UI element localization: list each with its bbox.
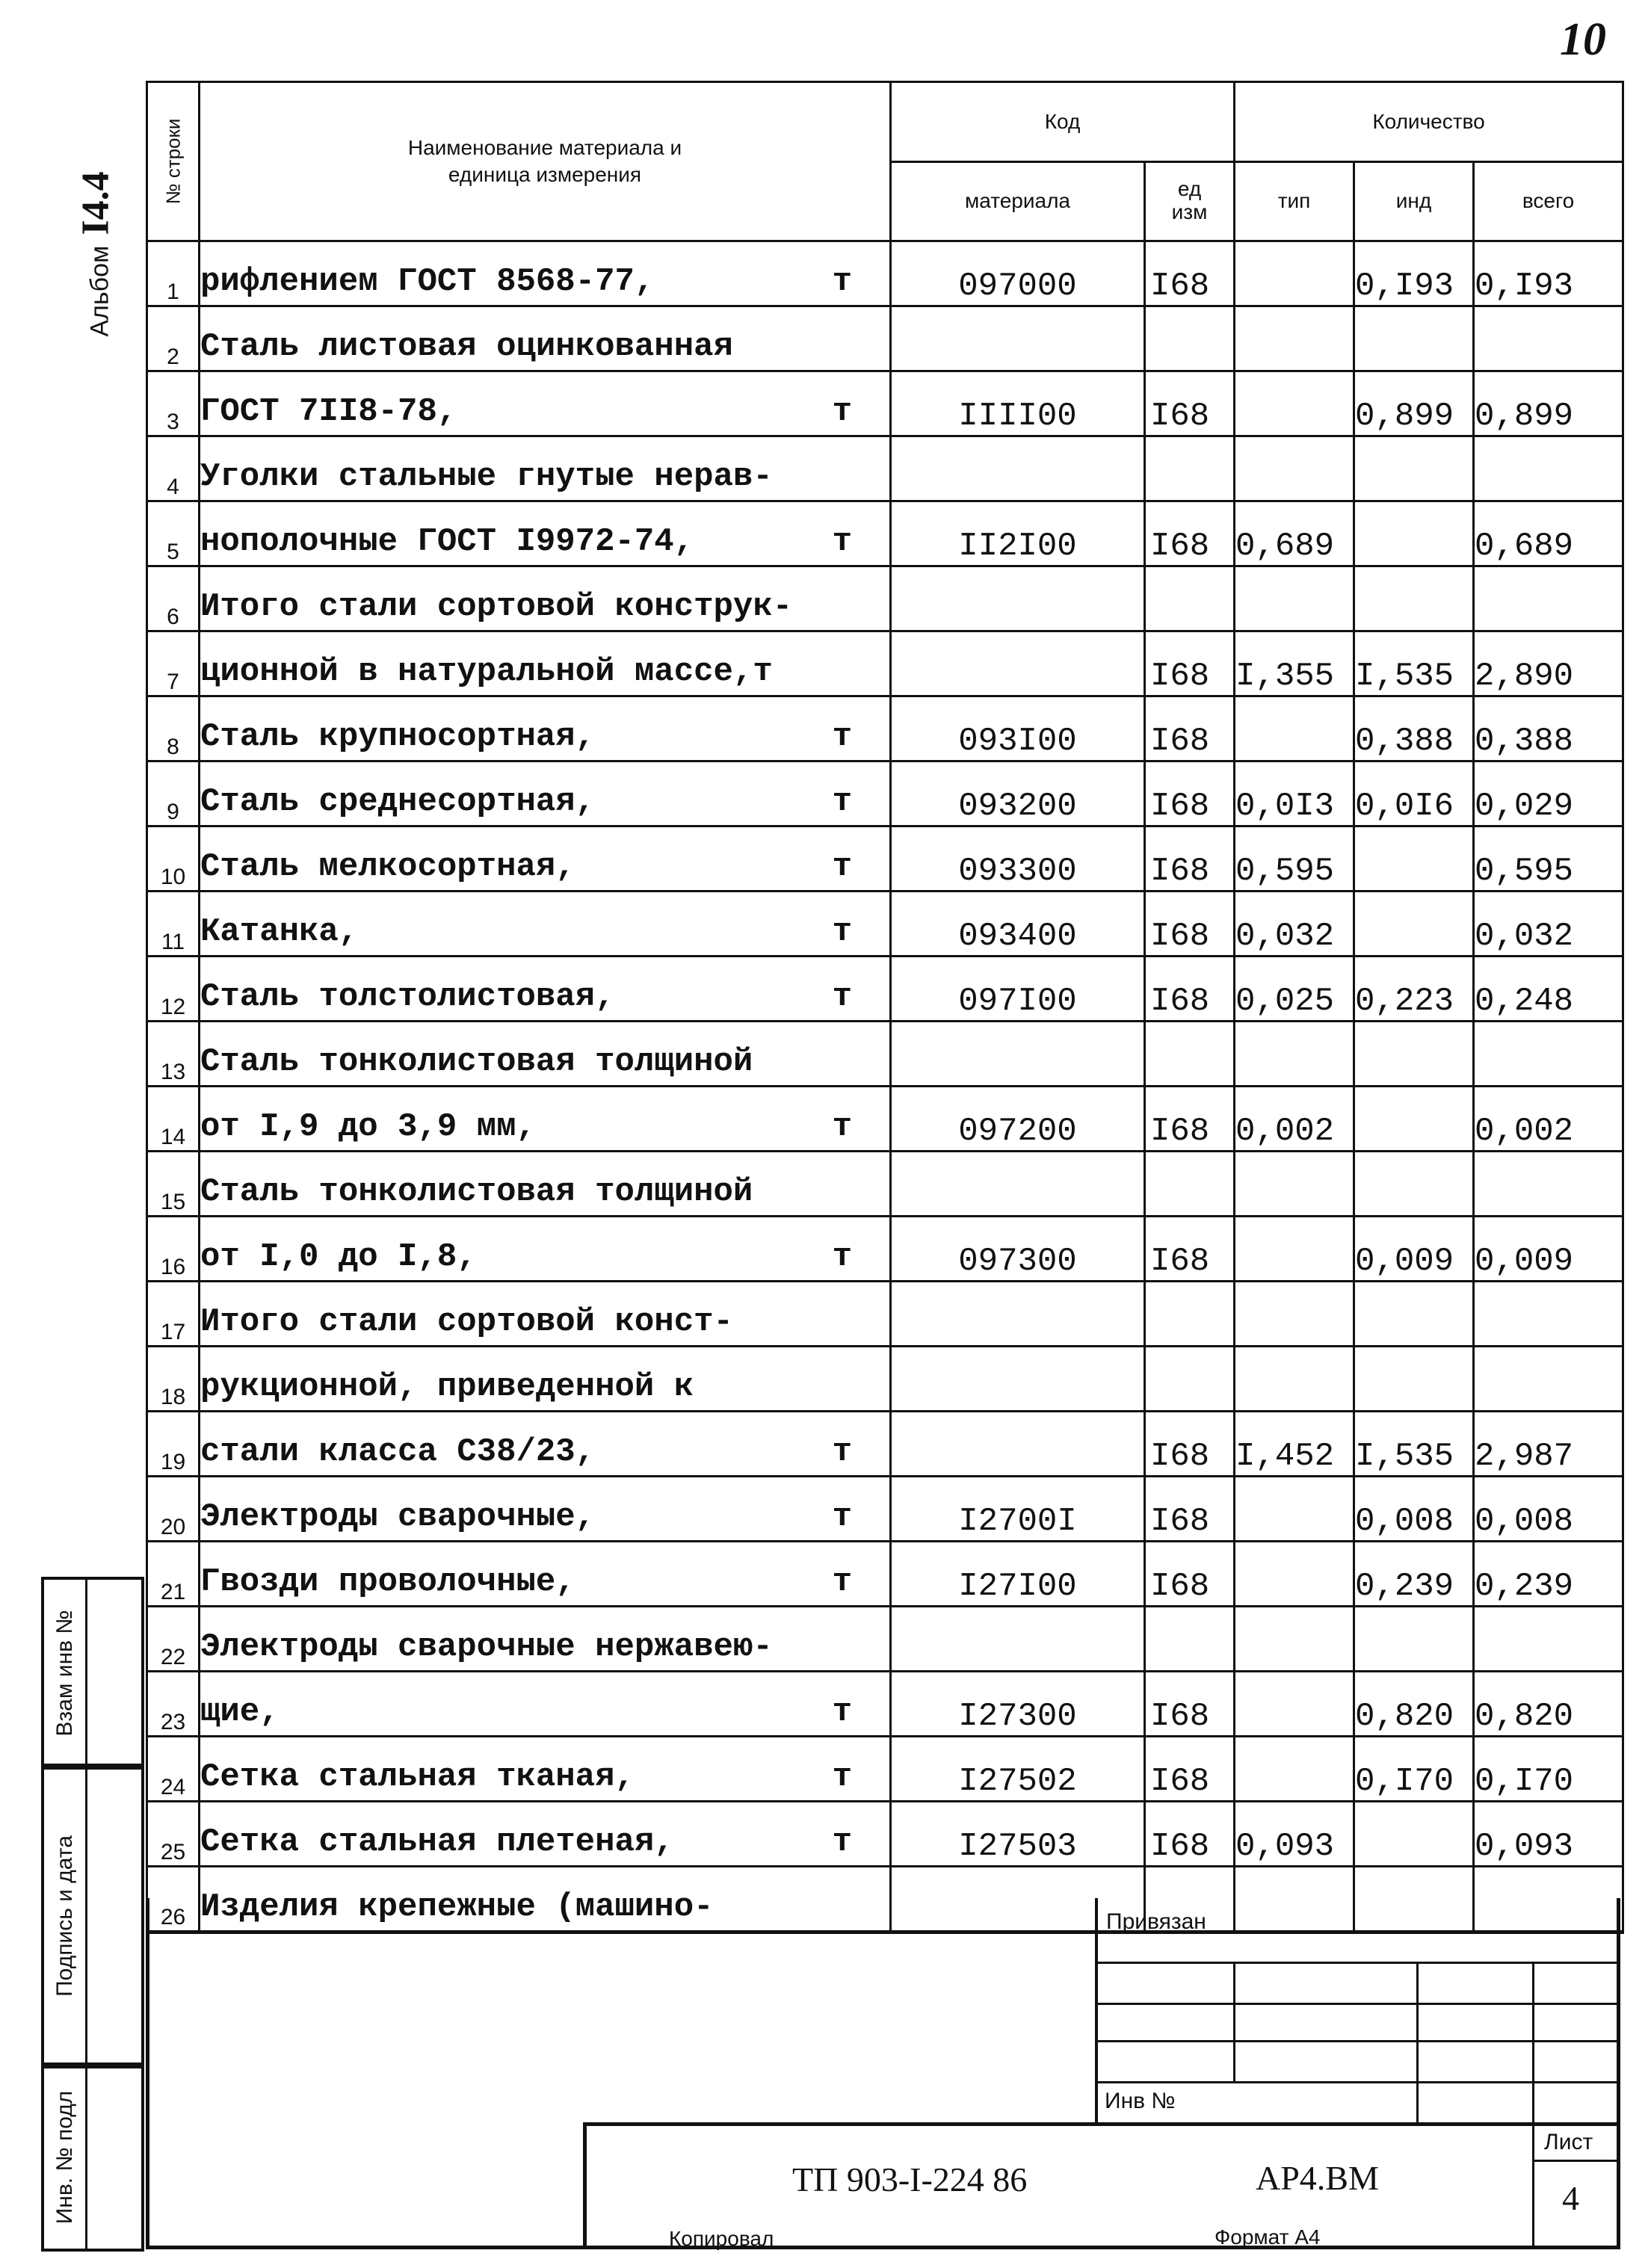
qty-total: 2,987	[1474, 1412, 1623, 1477]
material-unit: т	[832, 913, 852, 951]
row-number: 20	[147, 1477, 200, 1542]
material-name	[200, 1347, 891, 1412]
album-text: Альбом	[85, 245, 114, 337]
qty-ind: 0,008	[1354, 1477, 1474, 1542]
row-number: 18	[147, 1347, 200, 1412]
qty-total-header: всего	[1474, 161, 1623, 241]
table-row	[147, 957, 1623, 1022]
unit-code	[1145, 1282, 1235, 1347]
material-code: 093300	[891, 826, 1145, 892]
material-code: 093200	[891, 761, 1145, 826]
table-row	[147, 1867, 1623, 1932]
qty-ind	[1354, 501, 1474, 566]
material-name-text: Сталь крупносортная,	[200, 718, 596, 756]
qty-type	[1235, 1477, 1354, 1542]
qty-type	[1235, 1672, 1354, 1737]
quantity-header: Количество	[1235, 82, 1623, 162]
qty-total: 0,002	[1474, 1087, 1623, 1152]
side-block-inv-podl	[41, 2062, 144, 2252]
material-name	[200, 1477, 891, 1542]
material-name-text: от I,9 до 3,9 мм,	[200, 1108, 536, 1146]
material-unit: т	[832, 1758, 852, 1796]
qty-total: 0,239	[1474, 1542, 1623, 1607]
material-unit: т	[832, 1238, 852, 1276]
table-row	[147, 241, 1623, 306]
qty-ind-header: инд	[1354, 161, 1474, 241]
material-unit: т	[832, 1108, 852, 1146]
qty-total: 0,595	[1474, 826, 1623, 892]
qty-type	[1235, 1867, 1354, 1932]
qty-type: 0,032	[1235, 892, 1354, 957]
code-unit-header: ед изм	[1145, 161, 1235, 241]
qty-total	[1474, 1022, 1623, 1087]
qty-ind: 0,I93	[1354, 241, 1474, 306]
material-name-text: стали класса С38/23,	[200, 1433, 596, 1471]
material-code	[891, 631, 1145, 696]
material-name-text: Итого стали сортовой конст-	[200, 1303, 733, 1341]
row-number: 13	[147, 1022, 200, 1087]
row-number: 25	[147, 1802, 200, 1867]
side-label-vzam: Взам инв №	[52, 1610, 77, 1737]
sheet-label: Лист	[1544, 2130, 1593, 2154]
material-unit: т	[832, 783, 852, 821]
row-number: 6	[147, 566, 200, 631]
unit-code	[1145, 436, 1235, 501]
qty-ind	[1354, 1087, 1474, 1152]
table-row	[147, 436, 1623, 501]
unit-code	[1145, 1022, 1235, 1087]
qty-type	[1235, 1542, 1354, 1607]
material-code: 093I00	[891, 696, 1145, 761]
table-row	[147, 1152, 1623, 1217]
material-name-text: Итого стали сортовой конструк-	[200, 588, 793, 625]
qty-ind	[1354, 1802, 1474, 1867]
material-unit: т	[832, 848, 852, 886]
material-name	[200, 631, 891, 696]
row-number: 7	[147, 631, 200, 696]
row-number: 2	[147, 306, 200, 371]
row-number: 10	[147, 826, 200, 892]
unit-code: I68	[1145, 957, 1235, 1022]
qty-total: 0,388	[1474, 696, 1623, 761]
table-row	[147, 1087, 1623, 1152]
qty-ind: I,535	[1354, 631, 1474, 696]
table-row	[147, 566, 1623, 631]
material-name-text: Сталь тонколистовая толщиной	[200, 1043, 753, 1081]
row-number: 14	[147, 1087, 200, 1152]
qty-ind	[1354, 1282, 1474, 1347]
unit-code: I68	[1145, 826, 1235, 892]
document-mark: АР4.ВМ	[1256, 2159, 1379, 2197]
material-unit: т	[832, 393, 852, 430]
unit-code: I68	[1145, 1802, 1235, 1867]
row-number-header: № строки	[147, 82, 200, 241]
unit-code: I68	[1145, 371, 1235, 436]
footer-format: Формат А4	[1215, 2225, 1321, 2249]
qty-ind	[1354, 306, 1474, 371]
material-name	[200, 1412, 891, 1477]
material-unit: т	[832, 1693, 852, 1731]
unit-code: I68	[1145, 1672, 1235, 1737]
side-block-podpis	[41, 1764, 144, 2068]
qty-type	[1235, 1737, 1354, 1802]
qty-ind: I,535	[1354, 1412, 1474, 1477]
qty-type	[1235, 696, 1354, 761]
qty-total: 2,890	[1474, 631, 1623, 696]
table-row	[147, 1347, 1623, 1412]
row-number: 19	[147, 1412, 200, 1477]
qty-ind: 0,899	[1354, 371, 1474, 436]
qty-total: 0,I70	[1474, 1737, 1623, 1802]
qty-type	[1235, 436, 1354, 501]
sheet-number: 4	[1562, 2179, 1579, 2217]
qty-type	[1235, 1022, 1354, 1087]
material-code	[891, 306, 1145, 371]
material-code	[891, 1022, 1145, 1087]
material-name	[200, 1087, 891, 1152]
material-name	[200, 1737, 891, 1802]
qty-type	[1235, 1282, 1354, 1347]
table-row	[147, 826, 1623, 892]
material-code	[891, 1607, 1145, 1672]
unit-code	[1145, 1152, 1235, 1217]
material-name-text: рукционной, приведенной к	[200, 1368, 694, 1406]
qty-ind: 0,388	[1354, 696, 1474, 761]
row-number: 24	[147, 1737, 200, 1802]
qty-total	[1474, 306, 1623, 371]
qty-total	[1474, 1282, 1623, 1347]
material-name-text: нополочные ГОСТ I9972-74,	[200, 523, 694, 560]
material-name-text: ционной в натуральной массе,т	[200, 653, 773, 690]
unit-code: I68	[1145, 501, 1235, 566]
material-code: II2I00	[891, 501, 1145, 566]
qty-type: 0,002	[1235, 1087, 1354, 1152]
table-row	[147, 371, 1623, 436]
qty-type	[1235, 371, 1354, 436]
unit-code: I68	[1145, 1542, 1235, 1607]
stamp-inv-no: Инв №	[1105, 2089, 1176, 2113]
qty-total: 0,093	[1474, 1802, 1623, 1867]
material-unit: т	[832, 1433, 852, 1471]
unit-code: I68	[1145, 1087, 1235, 1152]
qty-total	[1474, 1867, 1623, 1932]
row-number: 17	[147, 1282, 200, 1347]
material-name	[200, 1802, 891, 1867]
qty-ind	[1354, 826, 1474, 892]
row-number: 26	[147, 1867, 200, 1932]
table-row	[147, 1607, 1623, 1672]
material-name-text: Изделия крепежные (машино-	[200, 1888, 714, 1926]
qty-total: 0,029	[1474, 761, 1623, 826]
material-code	[891, 566, 1145, 631]
album-number: I4.4	[74, 171, 117, 235]
material-name	[200, 957, 891, 1022]
material-code: I27300	[891, 1672, 1145, 1737]
material-name	[200, 241, 891, 306]
code-material-header: материала	[891, 161, 1145, 241]
material-name-text: Сетка стальная плетеная,	[200, 1823, 674, 1861]
material-code	[891, 1412, 1145, 1477]
row-number: 12	[147, 957, 200, 1022]
unit-code: I68	[1145, 1217, 1235, 1282]
table-row	[147, 1477, 1623, 1542]
qty-ind	[1354, 1867, 1474, 1932]
name-header: Наименование материала и единица измерения	[200, 82, 891, 241]
table-row	[147, 1737, 1623, 1802]
qty-total: 0,248	[1474, 957, 1623, 1022]
qty-total: 0,689	[1474, 501, 1623, 566]
qty-ind: 0,009	[1354, 1217, 1474, 1282]
qty-ind	[1354, 1607, 1474, 1672]
material-name-text: щие,	[200, 1693, 280, 1731]
qty-total: 0,820	[1474, 1672, 1623, 1737]
unit-code: I68	[1145, 761, 1235, 826]
material-name	[200, 761, 891, 826]
qty-ind	[1354, 1347, 1474, 1412]
qty-total	[1474, 1607, 1623, 1672]
qty-total	[1474, 1347, 1623, 1412]
table-row	[147, 1217, 1623, 1282]
qty-ind: 0,0I6	[1354, 761, 1474, 826]
qty-type: 0,0I3	[1235, 761, 1354, 826]
table-row	[147, 306, 1623, 371]
qty-type	[1235, 306, 1354, 371]
qty-type: 0,093	[1235, 1802, 1354, 1867]
unit-code: I68	[1145, 1737, 1235, 1802]
side-label-inv-podl: Инв. № подл	[52, 2090, 77, 2224]
material-name	[200, 1022, 891, 1087]
qty-type	[1235, 1607, 1354, 1672]
qty-ind	[1354, 566, 1474, 631]
material-name	[200, 1607, 891, 1672]
unit-code: I68	[1145, 696, 1235, 761]
qty-total: 0,008	[1474, 1477, 1623, 1542]
material-code: 097000	[891, 241, 1145, 306]
qty-ind: 0,I70	[1354, 1737, 1474, 1802]
side-label-podpis: Подпись и дата	[52, 1835, 77, 1997]
row-number: 4	[147, 436, 200, 501]
unit-code: I68	[1145, 892, 1235, 957]
material-code: I27503	[891, 1802, 1145, 1867]
qty-type	[1235, 1347, 1354, 1412]
unit-code: I68	[1145, 1477, 1235, 1542]
side-block-vzam	[41, 1577, 144, 1770]
material-name-text: Катанка,	[200, 913, 359, 951]
qty-type	[1235, 1152, 1354, 1217]
qty-ind: 0,223	[1354, 957, 1474, 1022]
qty-total	[1474, 1152, 1623, 1217]
material-unit: т	[832, 523, 852, 560]
unit-code	[1145, 306, 1235, 371]
material-name	[200, 501, 891, 566]
material-name-text: Сталь тонколистовая толщиной	[200, 1173, 753, 1211]
qty-ind	[1354, 1152, 1474, 1217]
qty-type: I,452	[1235, 1412, 1354, 1477]
material-name-text: Гвозди проволочные,	[200, 1563, 575, 1601]
row-number: 3	[147, 371, 200, 436]
row-number: 11	[147, 892, 200, 957]
material-code: I27502	[891, 1737, 1145, 1802]
page-number: 10	[1560, 14, 1606, 65]
qty-type	[1235, 566, 1354, 631]
qty-type: 0,689	[1235, 501, 1354, 566]
material-unit: т	[832, 1498, 852, 1536]
material-code: 097300	[891, 1217, 1145, 1282]
table-row	[147, 892, 1623, 957]
material-code	[891, 1282, 1145, 1347]
material-name	[200, 826, 891, 892]
unit-code	[1145, 566, 1235, 631]
row-number: 5	[147, 501, 200, 566]
material-name-text: Сталь толстолистовая,	[200, 978, 615, 1016]
table-row	[147, 1412, 1623, 1477]
material-name	[200, 1542, 891, 1607]
material-name-text: от I,0 до I,8,	[200, 1238, 477, 1276]
material-unit: т	[832, 978, 852, 1016]
row-number: 1	[147, 241, 200, 306]
material-name	[200, 1282, 891, 1347]
qty-ind	[1354, 892, 1474, 957]
qty-total: 0,I93	[1474, 241, 1623, 306]
material-code: I27I00	[891, 1542, 1145, 1607]
material-name-text: Сталь листовая оцинкованная	[200, 328, 733, 365]
material-name-text: Сталь среднесортная,	[200, 783, 596, 821]
material-name	[200, 1672, 891, 1737]
material-name-text: Сетка стальная тканая,	[200, 1758, 635, 1796]
document-code: ТП 903-I-224 86	[792, 2160, 1028, 2199]
qty-type	[1235, 1217, 1354, 1282]
table-row	[147, 1282, 1623, 1347]
qty-ind	[1354, 436, 1474, 501]
material-code: 097I00	[891, 957, 1145, 1022]
album-label	[66, 142, 126, 366]
material-name	[200, 1867, 891, 1932]
material-name-text: Сталь мелкосортная,	[200, 848, 575, 886]
material-unit: т	[832, 263, 852, 300]
table-row	[147, 631, 1623, 696]
code-header: Код	[891, 82, 1235, 162]
unit-code	[1145, 1607, 1235, 1672]
material-name-text: Уголки стальные гнутые нерав-	[200, 458, 773, 495]
material-code	[891, 1347, 1145, 1412]
row-number: 23	[147, 1672, 200, 1737]
material-name	[200, 696, 891, 761]
unit-code: I68	[1145, 631, 1235, 696]
unit-code	[1145, 1347, 1235, 1412]
footer-copied: Копировал	[669, 2227, 774, 2250]
material-name-text: ГОСТ 7II8-78,	[200, 393, 457, 430]
row-number: 9	[147, 761, 200, 826]
unit-code: I68	[1145, 1412, 1235, 1477]
unit-code: I68	[1145, 241, 1235, 306]
material-name-text: рифлением ГОСТ 8568-77,	[200, 263, 655, 300]
material-code: 097200	[891, 1087, 1145, 1152]
table-row	[147, 696, 1623, 761]
materials-table	[146, 81, 1624, 1934]
qty-type: I,355	[1235, 631, 1354, 696]
qty-total: 0,899	[1474, 371, 1623, 436]
material-code	[891, 1152, 1145, 1217]
material-name	[200, 1152, 891, 1217]
qty-ind: 0,239	[1354, 1542, 1474, 1607]
material-name	[200, 371, 891, 436]
material-name-text: Электроды сварочные,	[200, 1498, 596, 1536]
material-name	[200, 1217, 891, 1282]
qty-type: 0,595	[1235, 826, 1354, 892]
qty-total	[1474, 436, 1623, 501]
qty-type-header: тип	[1235, 161, 1354, 241]
material-name-text: Электроды сварочные нержавею-	[200, 1628, 773, 1666]
material-unit: т	[832, 1823, 852, 1861]
qty-total: 0,009	[1474, 1217, 1623, 1282]
material-code	[891, 436, 1145, 501]
material-name	[200, 306, 891, 371]
material-unit: т	[832, 1563, 852, 1601]
material-name	[200, 892, 891, 957]
table-row	[147, 1022, 1623, 1087]
qty-type: 0,025	[1235, 957, 1354, 1022]
row-number: 22	[147, 1607, 200, 1672]
qty-ind: 0,820	[1354, 1672, 1474, 1737]
table-row	[147, 761, 1623, 826]
table-row	[147, 501, 1623, 566]
table-row	[147, 1802, 1623, 1867]
row-number: 16	[147, 1217, 200, 1282]
qty-total	[1474, 566, 1623, 631]
material-code: I2700I	[891, 1477, 1145, 1542]
row-number: 15	[147, 1152, 200, 1217]
material-code: 093400	[891, 892, 1145, 957]
row-number: 8	[147, 696, 200, 761]
qty-total: 0,032	[1474, 892, 1623, 957]
material-code: IIII00	[891, 371, 1145, 436]
qty-ind	[1354, 1022, 1474, 1087]
material-unit: т	[832, 718, 852, 756]
qty-type	[1235, 241, 1354, 306]
table-row	[147, 1542, 1623, 1607]
stamp-privyazan: Привязан	[1106, 1909, 1206, 1934]
row-number: 21	[147, 1542, 200, 1607]
material-name	[200, 566, 891, 631]
table-row	[147, 1672, 1623, 1737]
material-name	[200, 436, 891, 501]
